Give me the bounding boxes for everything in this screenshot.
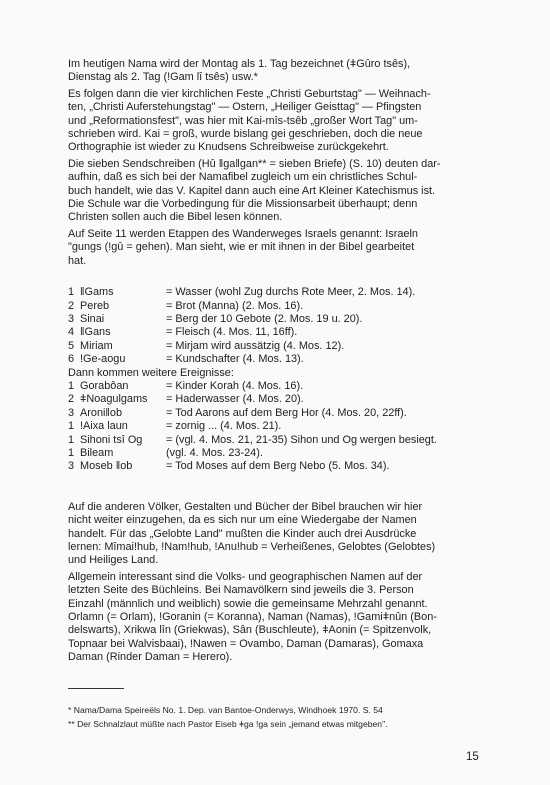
text-line: Auf die anderen Völker, Gestalten und Bücher der Bibel brauchen wir hier bbox=[68, 500, 423, 513]
item-meaning: = Tod Aarons auf dem Berg Hor (4. Mos. 20, 22ff). bbox=[166, 406, 407, 419]
item-meaning: = Kundschafter (4. Mos. 13). bbox=[166, 353, 304, 366]
page-body bbox=[68, 58, 488, 668]
item-term: !Aixa laun bbox=[80, 420, 128, 433]
item-number: 6 bbox=[68, 353, 75, 366]
item-number: 1 bbox=[68, 379, 75, 392]
list-item bbox=[68, 300, 437, 313]
item-meaning: = (vgl. 4. Mos. 21, 21-35) Sihon und Og wergen besiegt. bbox=[166, 433, 437, 446]
text-line: delswarts), Xrikwa lîn (Griekwas), Sân (Buschleute), ǂAonin (= Spitzenvolk, bbox=[68, 624, 432, 637]
list-item bbox=[68, 393, 437, 406]
list-item bbox=[68, 460, 437, 473]
text-line: hat. bbox=[68, 254, 87, 267]
text-line: Dienstag als 2. Tag (!Gam lî tsês) usw.* bbox=[68, 71, 258, 84]
list-item bbox=[68, 313, 437, 326]
item-meaning: = Berg der 10 Gebote (2. Mos. 19 u. 20). bbox=[166, 312, 363, 325]
text-line: Die Schule war die Vorbedingung für die Missionsarbeit überhaupt; denn bbox=[68, 198, 418, 211]
item-number: 1 bbox=[68, 420, 75, 433]
paragraph-weekdays bbox=[68, 58, 488, 85]
item-term: Miriam bbox=[80, 339, 113, 352]
text-line: buch handelt, wie das V. Kapitel dann auch eine Art Kleiner Katechismus ist. bbox=[68, 184, 436, 197]
list-item bbox=[68, 434, 437, 447]
item-term: Pereb bbox=[80, 299, 110, 312]
list-item bbox=[68, 420, 437, 433]
text-line: Die sieben Sendschreiben (Hû ǁgaǁgan** = sieben Briefe) (S. 10) deuten dar- bbox=[68, 157, 441, 170]
paragraph-wandering bbox=[68, 228, 488, 268]
item-term: Sinai bbox=[80, 312, 105, 325]
item-number: 1 bbox=[68, 286, 75, 299]
item-term: ǁGans bbox=[80, 326, 111, 339]
list-item bbox=[68, 407, 437, 420]
text-line: Es folgen dann die vier kirchlichen Feste „Christi Geburtstag" — Weihnach- bbox=[68, 87, 431, 100]
paragraph-names bbox=[68, 571, 488, 665]
item-number: 3 bbox=[68, 406, 75, 419]
item-term: Gorabôan bbox=[80, 379, 129, 392]
footnotes bbox=[68, 703, 508, 731]
item-number: 3 bbox=[68, 460, 75, 473]
item-number: 1 bbox=[68, 433, 75, 446]
stations-list bbox=[68, 286, 437, 474]
item-meaning: = zornig ... (4. Mos. 21). bbox=[166, 420, 282, 433]
list-item bbox=[68, 353, 437, 366]
text-line: Im heutigen Nama wird der Montag als 1. Tag bezeichnet (ǂGûro tsês), bbox=[68, 58, 411, 70]
text-line: nicht weiter einzugehen, da es sich nur um eine Wiedergabe der Namen bbox=[68, 514, 417, 527]
text-line: Orthographie ist wieder zu Knudsens Schreibweise zurückgekehrt. bbox=[68, 141, 389, 154]
text-line: Orlamn (= Orlam), !Goranin (= Koranna), Naman (Namas), !Gamiǂnûn (Bon- bbox=[68, 611, 437, 624]
text-line: ten, „Christi Auferstehungstag" — Ostern, „Heiliger Geisttag" — Pfingsten bbox=[68, 101, 422, 114]
item-meaning: = Mirjam wird aussätzig (4. Mos. 12). bbox=[166, 339, 345, 352]
item-meaning: = Haderwasser (4. Mos. 20). bbox=[166, 393, 304, 406]
item-meaning: = Brot (Manna) (2. Mos. 16). bbox=[166, 299, 304, 312]
text-line: Topnaar bei Walvisbaai), !Nawen = Ovambo, Daman (Damaras), Gomaxa bbox=[68, 637, 424, 650]
list-item bbox=[68, 380, 437, 393]
list-item bbox=[68, 326, 437, 339]
item-meaning: = Fleisch (4. Mos. 11, 16ff). bbox=[166, 326, 298, 339]
page-number: 15 bbox=[466, 751, 479, 763]
list-heading-row bbox=[68, 367, 437, 380]
item-term: ǁGams bbox=[80, 286, 114, 299]
item-term: ǂNoagulgams bbox=[80, 393, 148, 406]
item-term: Moseb ǁob bbox=[80, 460, 133, 473]
text-line: Daman (Rinder Daman = Herero). bbox=[68, 651, 233, 664]
text-line: und Heiliges Land. bbox=[68, 554, 159, 567]
text-line: Auf Seite 11 werden Etappen des Wanderweges Israels genannt: Israeln bbox=[68, 227, 418, 240]
list-item bbox=[68, 447, 437, 460]
text-line: aufhin, daß es sich bei der Namafibel zugleich um ein christliches Schul- bbox=[68, 171, 418, 184]
item-number: 2 bbox=[68, 299, 75, 312]
footnote: * Nama/Dama Speireëls No. 1. Dep. van Bantoe-Onderwys, Windhoek 1970. S. 54 bbox=[68, 705, 383, 715]
list-item bbox=[68, 286, 437, 299]
paragraph-letters bbox=[68, 158, 488, 225]
item-meaning: = Wasser (wohl Zug durchs Rote Meer, 2. Mos. 14). bbox=[166, 286, 416, 299]
text-line: Einzahl (männlich und weiblich) sowie die gemeinsame Mehrzahl genannt. bbox=[68, 597, 428, 610]
item-meaning: = Tod Moses auf dem Berg Nebo (5. Mos. 34). bbox=[166, 460, 390, 473]
text-line: und „Reformationsfest", was hier mit Kai-mîs-tsêb „großer Wort Tag" um- bbox=[68, 114, 418, 127]
item-number: 3 bbox=[68, 312, 75, 325]
item-number: 1 bbox=[68, 446, 75, 459]
text-line: letzten Seite des Büchleins. Bei Namavölkern sind jeweils die 3. Person bbox=[68, 584, 414, 597]
item-number: 5 bbox=[68, 339, 75, 352]
text-line: lernen: Mîmai!hub, !Nam!hub, !Anu!hub = Verheißenes, Gelobtes (Gelobtes) bbox=[68, 541, 436, 553]
item-meaning: = Kinder Korah (4. Mos. 16). bbox=[166, 379, 304, 392]
paragraph-feasts bbox=[68, 88, 488, 155]
item-meaning: (vgl. 4. Mos. 23-24). bbox=[166, 446, 263, 459]
item-number: 2 bbox=[68, 393, 75, 406]
item-term: Sihoni tsî Og bbox=[80, 433, 143, 446]
item-term: !Ge-aogu bbox=[80, 353, 126, 366]
footnote-divider bbox=[68, 688, 124, 689]
footnote: ** Der Schnalzlaut müßte nach Pastor Eiseb ǂga !ga sein „jemand etwas mitgeben". bbox=[68, 719, 388, 729]
list-heading: Dann kommen weitere Ereignisse: bbox=[68, 366, 234, 379]
text-line: handelt. Für das „Gelobte Land" mußten die Kinder auch drei Ausdrücke bbox=[68, 527, 417, 540]
item-term: Aroniǁob bbox=[80, 406, 123, 419]
list-item bbox=[68, 340, 437, 353]
text-line: Christen sollen auch die Bibel lesen können. bbox=[68, 211, 283, 224]
item-term: Bileam bbox=[80, 446, 114, 459]
text-line: schrieben wird. Kai = groß, wurde bislang gei geschrieben, doch die neue bbox=[68, 128, 423, 141]
paragraph-promised-land bbox=[68, 501, 488, 568]
text-line: Allgemein interessant sind die Volks- und geographischen Namen auf der bbox=[68, 570, 423, 583]
item-number: 4 bbox=[68, 326, 75, 339]
text-line: "gungs (!gû = gehen). Man sieht, wie er mit ihnen in der Bibel gearbeitet bbox=[68, 241, 415, 254]
